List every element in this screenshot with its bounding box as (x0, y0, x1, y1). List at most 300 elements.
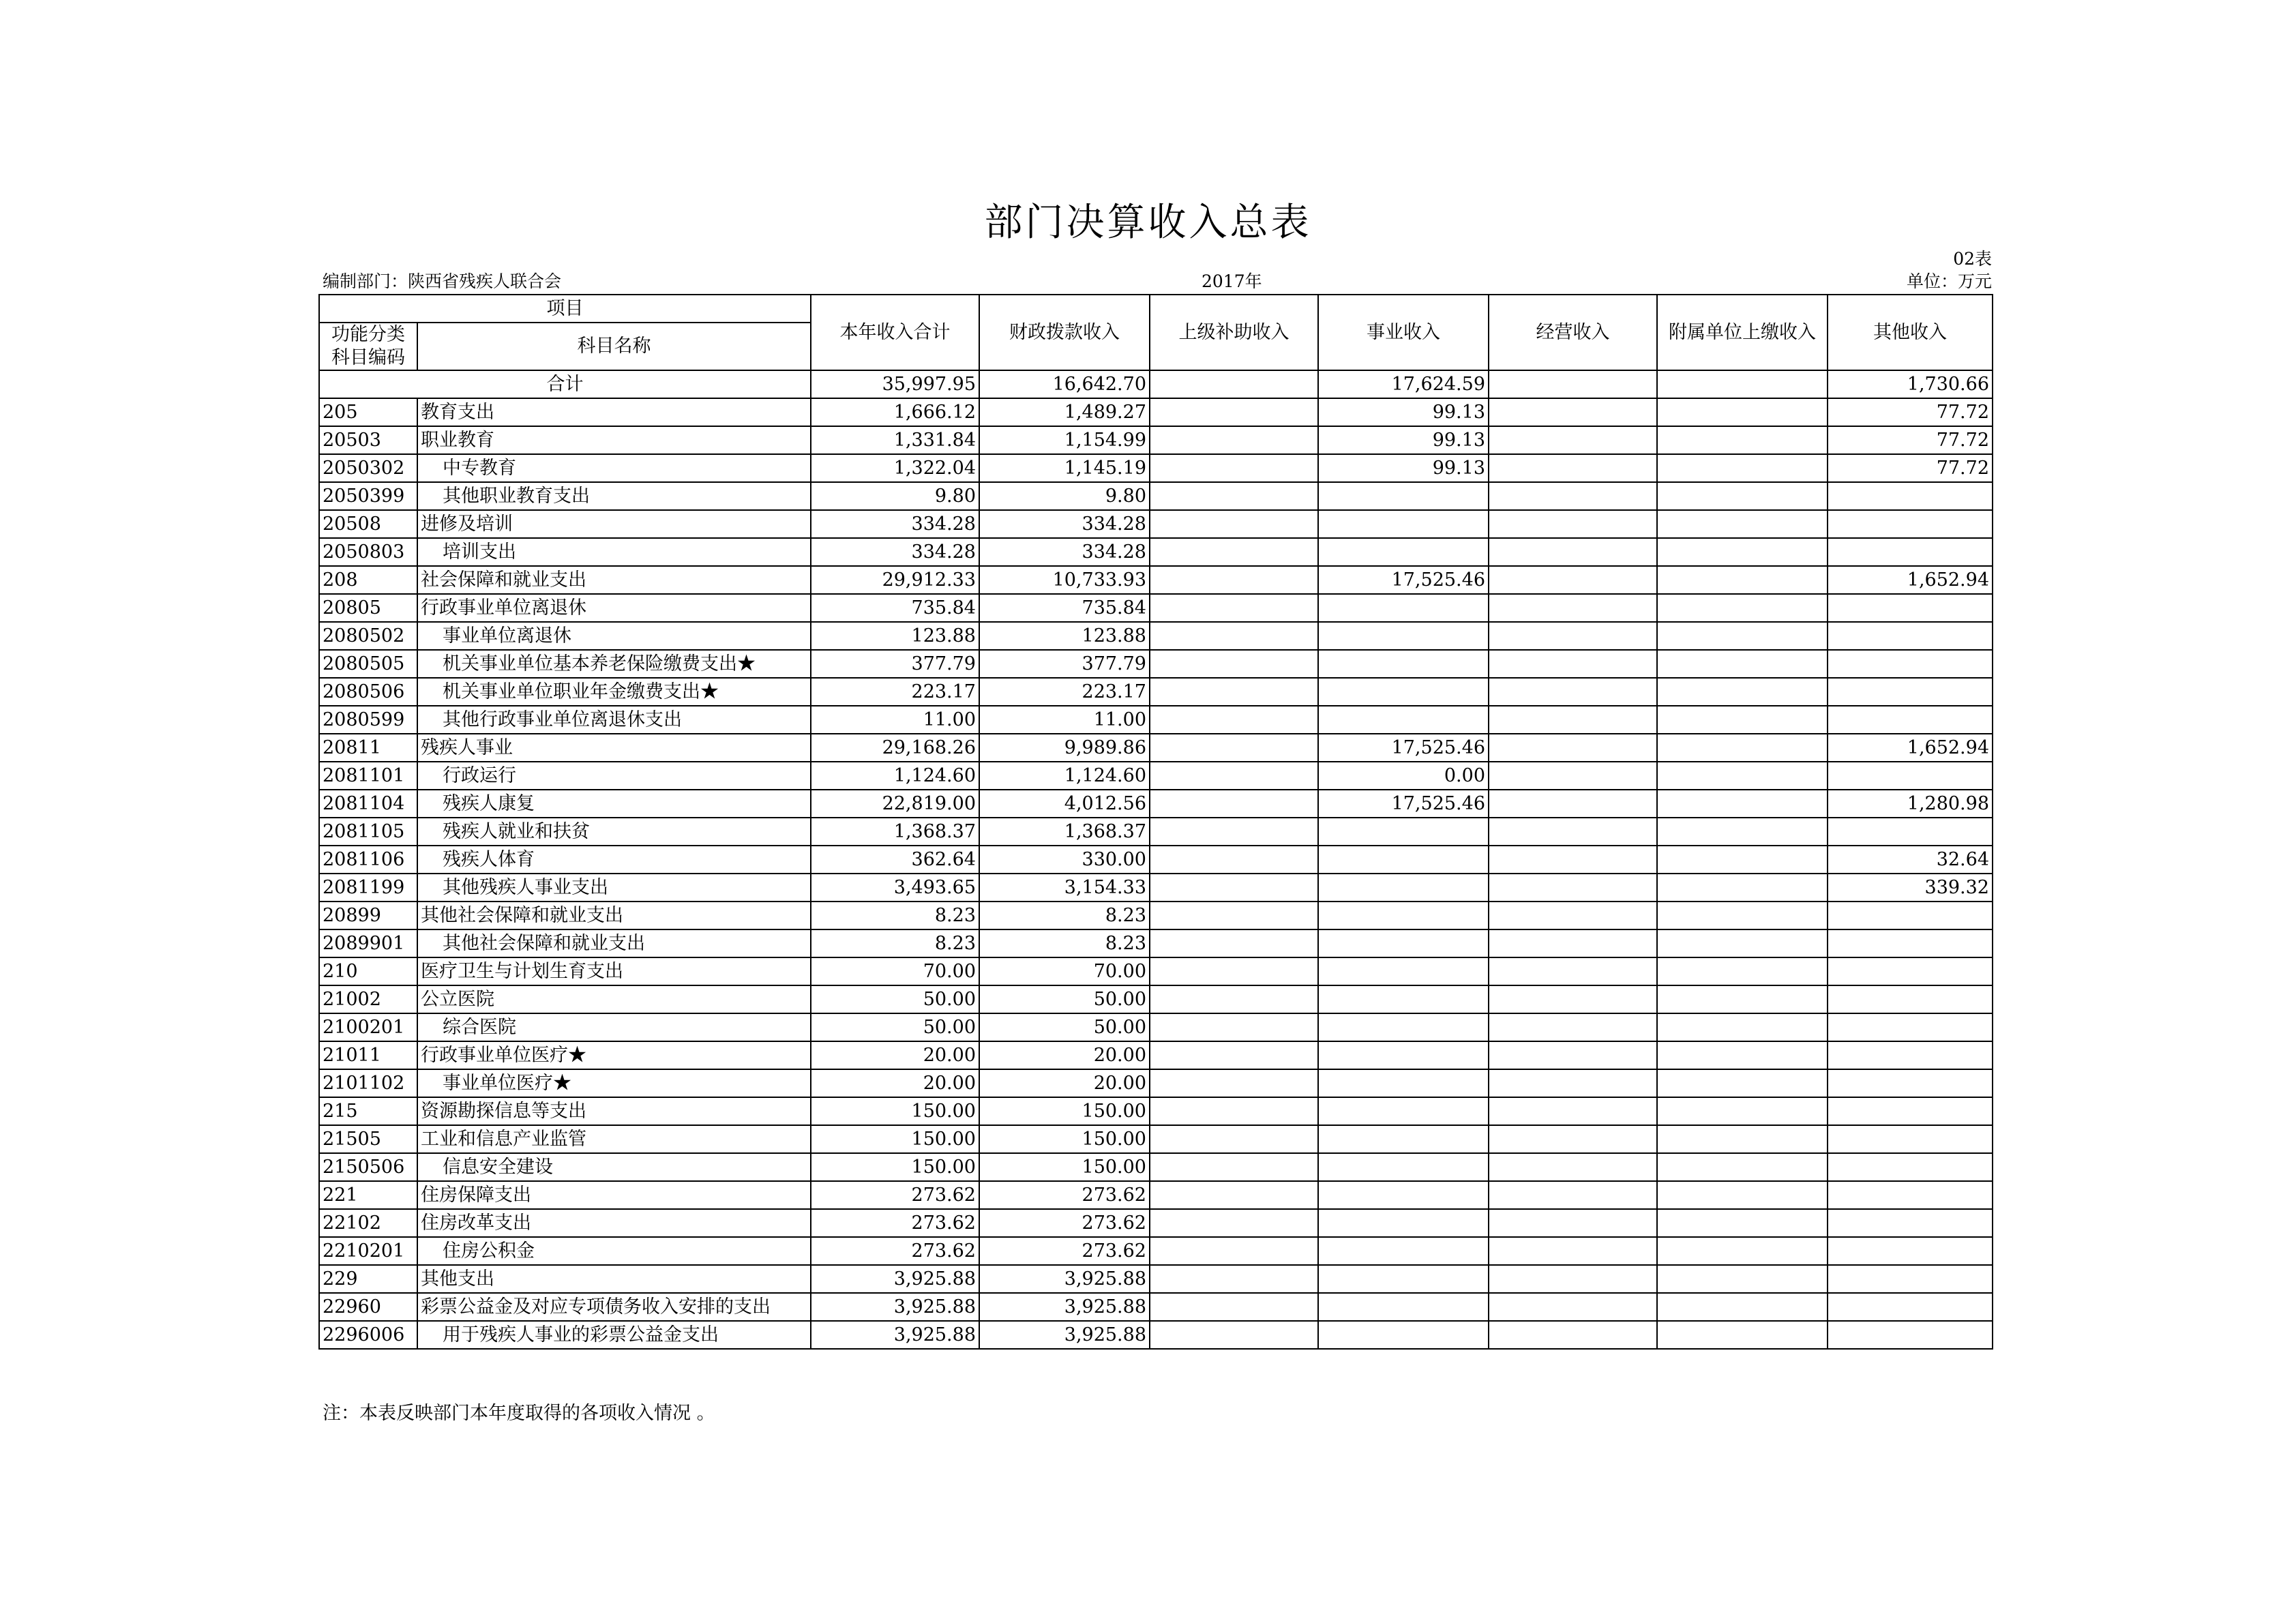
amount-cell: 123.88 (979, 622, 1150, 650)
amount-cell (1489, 957, 1657, 985)
header-function-code: 功能分类科目编码 (319, 323, 417, 370)
subject-code: 21011 (319, 1041, 417, 1069)
table-row (319, 1041, 1993, 1069)
amount-cell (1150, 1265, 1318, 1293)
amount-cell (1828, 706, 1993, 734)
amount-cell: 273.62 (979, 1209, 1150, 1237)
amount-cell (1657, 846, 1828, 874)
subject-name: 用于残疾人事业的彩票公益金支出 (417, 1321, 811, 1349)
amount-cell (1318, 1293, 1489, 1321)
amount-cell (1318, 1321, 1489, 1349)
amount-cell (1489, 874, 1657, 902)
table-row (319, 929, 1993, 957)
amount-cell (1657, 426, 1828, 454)
amount-cell (1489, 902, 1657, 929)
amount-cell (1657, 622, 1828, 650)
subject-name: 行政事业单位离退休 (417, 594, 811, 622)
amount-cell (1150, 622, 1318, 650)
amount-cell: 77.72 (1828, 426, 1993, 454)
subject-code: 2210201 (319, 1237, 417, 1265)
amount-cell (1828, 510, 1993, 538)
currency-unit: 单位：万元 (1906, 271, 1992, 291)
amount-cell (1318, 846, 1489, 874)
amount-cell: 377.79 (811, 650, 979, 678)
amount-cell: 273.62 (979, 1237, 1150, 1265)
amount-cell: 0.00 (1318, 762, 1489, 790)
total-value: 16,642.70 (979, 370, 1150, 398)
amount-cell: 1,368.37 (811, 818, 979, 846)
amount-cell: 32.64 (1828, 846, 1993, 874)
subject-code: 2081199 (319, 874, 417, 902)
table-row (319, 1321, 1993, 1349)
total-value (1489, 370, 1657, 398)
amount-cell: 1,331.84 (811, 426, 979, 454)
subject-name: 公立医院 (417, 985, 811, 1013)
header-col-operating-income: 经营收入 (1489, 295, 1657, 370)
header-project: 项目 (319, 295, 811, 323)
subject-name: 资源勘探信息等支出 (417, 1097, 811, 1125)
amount-cell: 11.00 (979, 706, 1150, 734)
amount-cell (1150, 566, 1318, 594)
subject-code: 2081101 (319, 762, 417, 790)
amount-cell: 70.00 (979, 957, 1150, 985)
amount-cell (1828, 594, 1993, 622)
income-summary-table (318, 294, 1993, 1350)
amount-cell: 3,925.88 (811, 1265, 979, 1293)
subject-name: 工业和信息产业监管 (417, 1125, 811, 1153)
amount-cell: 99.13 (1318, 454, 1489, 482)
subject-code: 20899 (319, 902, 417, 929)
amount-cell (1489, 1125, 1657, 1153)
subject-name: 其他行政事业单位离退休支出 (417, 706, 811, 734)
table-row (319, 957, 1993, 985)
amount-cell (1828, 678, 1993, 706)
amount-cell (1657, 510, 1828, 538)
header-col-other-income: 其他收入 (1828, 295, 1993, 370)
subject-name: 住房保障支出 (417, 1181, 811, 1209)
amount-cell (1828, 1265, 1993, 1293)
total-row (319, 370, 1993, 398)
amount-cell: 150.00 (979, 1125, 1150, 1153)
amount-cell: 17,525.46 (1318, 566, 1489, 594)
amount-cell (1318, 902, 1489, 929)
amount-cell (1318, 1181, 1489, 1209)
amount-cell: 1,666.12 (811, 398, 979, 426)
amount-cell: 99.13 (1318, 426, 1489, 454)
subject-name: 残疾人康复 (417, 790, 811, 818)
amount-cell (1828, 622, 1993, 650)
amount-cell: 11.00 (811, 706, 979, 734)
amount-cell: 339.32 (1828, 874, 1993, 902)
amount-cell (1489, 678, 1657, 706)
amount-cell: 223.17 (811, 678, 979, 706)
header-col-fiscal-appropriation: 财政拨款收入 (979, 295, 1150, 370)
subject-code: 2050399 (319, 482, 417, 510)
amount-cell (1318, 1153, 1489, 1181)
amount-cell: 150.00 (811, 1125, 979, 1153)
table-row (319, 1125, 1993, 1153)
amount-cell (1318, 510, 1489, 538)
table-row (319, 566, 1993, 594)
subject-name: 残疾人事业 (417, 734, 811, 762)
subject-name: 其他社会保障和就业支出 (417, 929, 811, 957)
amount-cell: 1,652.94 (1828, 566, 1993, 594)
amount-cell (1489, 650, 1657, 678)
amount-cell: 29,912.33 (811, 566, 979, 594)
amount-cell: 1,322.04 (811, 454, 979, 482)
amount-cell (1657, 566, 1828, 594)
total-value: 35,997.95 (811, 370, 979, 398)
amount-cell (1657, 1265, 1828, 1293)
amount-cell: 123.88 (811, 622, 979, 650)
amount-cell: 8.23 (979, 929, 1150, 957)
amount-cell (1828, 929, 1993, 957)
amount-cell (1150, 594, 1318, 622)
amount-cell (1150, 1069, 1318, 1097)
subject-name: 行政运行 (417, 762, 811, 790)
amount-cell: 3,493.65 (811, 874, 979, 902)
amount-cell (1657, 902, 1828, 929)
subject-code: 20811 (319, 734, 417, 762)
subject-code: 2081104 (319, 790, 417, 818)
amount-cell (1828, 1209, 1993, 1237)
table-row (319, 985, 1993, 1013)
subject-code: 21505 (319, 1125, 417, 1153)
amount-cell (1489, 1321, 1657, 1349)
amount-cell (1489, 818, 1657, 846)
subject-name: 其他职业教育支出 (417, 482, 811, 510)
amount-cell (1489, 929, 1657, 957)
amount-cell (1657, 985, 1828, 1013)
table-row (319, 1069, 1993, 1097)
amount-cell (1828, 650, 1993, 678)
amount-cell: 150.00 (811, 1097, 979, 1125)
amount-cell: 735.84 (979, 594, 1150, 622)
amount-cell (1150, 790, 1318, 818)
table-row (319, 650, 1993, 678)
amount-cell (1489, 762, 1657, 790)
amount-cell: 3,925.88 (979, 1293, 1150, 1321)
total-label: 合计 (319, 370, 811, 398)
amount-cell (1828, 1237, 1993, 1265)
amount-cell (1489, 1013, 1657, 1041)
amount-cell (1657, 538, 1828, 566)
report-year: 2017年 (1202, 271, 1262, 291)
amount-cell (1828, 1181, 1993, 1209)
amount-cell (1489, 426, 1657, 454)
subject-name: 社会保障和就业支出 (417, 566, 811, 594)
amount-cell (1150, 846, 1318, 874)
table-row (319, 482, 1993, 510)
amount-cell (1150, 1097, 1318, 1125)
amount-cell: 150.00 (979, 1097, 1150, 1125)
table-row (319, 1293, 1993, 1321)
amount-cell (1318, 1209, 1489, 1237)
amount-cell (1828, 1125, 1993, 1153)
total-value (1150, 370, 1318, 398)
amount-cell (1489, 1041, 1657, 1069)
amount-cell (1150, 650, 1318, 678)
amount-cell: 17,525.46 (1318, 734, 1489, 762)
amount-cell: 50.00 (979, 1013, 1150, 1041)
amount-cell (1828, 985, 1993, 1013)
table-row (319, 1237, 1993, 1265)
amount-cell: 1,368.37 (979, 818, 1150, 846)
page-title: 部门决算收入总表 (984, 200, 1312, 245)
subject-name: 残疾人体育 (417, 846, 811, 874)
amount-cell (1657, 1153, 1828, 1181)
subject-code: 20503 (319, 426, 417, 454)
amount-cell (1150, 538, 1318, 566)
amount-cell (1489, 398, 1657, 426)
subject-code: 2150506 (319, 1153, 417, 1181)
amount-cell (1318, 706, 1489, 734)
subject-name: 残疾人就业和扶贫 (417, 818, 811, 846)
amount-cell (1489, 790, 1657, 818)
amount-cell: 334.28 (811, 510, 979, 538)
amount-cell (1489, 734, 1657, 762)
subject-name: 进修及培训 (417, 510, 811, 538)
amount-cell (1657, 790, 1828, 818)
amount-cell: 273.62 (811, 1181, 979, 1209)
amount-cell (1489, 622, 1657, 650)
table-row (319, 1265, 1993, 1293)
subject-code: 2081105 (319, 818, 417, 846)
amount-cell (1489, 1097, 1657, 1125)
amount-cell (1489, 454, 1657, 482)
table-row (319, 874, 1993, 902)
amount-cell: 1,124.60 (979, 762, 1150, 790)
amount-cell: 17,525.46 (1318, 790, 1489, 818)
amount-cell: 330.00 (979, 846, 1150, 874)
amount-cell: 20.00 (811, 1041, 979, 1069)
amount-cell (1150, 1041, 1318, 1069)
amount-cell (1489, 1069, 1657, 1097)
amount-cell: 3,154.33 (979, 874, 1150, 902)
amount-cell (1489, 1209, 1657, 1237)
amount-cell: 3,925.88 (811, 1321, 979, 1349)
amount-cell (1828, 538, 1993, 566)
subject-code: 2296006 (319, 1321, 417, 1349)
amount-cell (1150, 482, 1318, 510)
amount-cell (1318, 1125, 1489, 1153)
table-row (319, 510, 1993, 538)
amount-cell (1150, 1321, 1318, 1349)
amount-cell (1657, 1097, 1828, 1125)
amount-cell (1657, 818, 1828, 846)
subject-code: 2101102 (319, 1069, 417, 1097)
amount-cell (1489, 594, 1657, 622)
amount-cell (1828, 1069, 1993, 1097)
subject-code: 2080506 (319, 678, 417, 706)
amount-cell: 9.80 (811, 482, 979, 510)
table-row (319, 538, 1993, 566)
amount-cell (1657, 1041, 1828, 1069)
subject-name: 住房公积金 (417, 1237, 811, 1265)
amount-cell (1318, 957, 1489, 985)
amount-cell (1150, 398, 1318, 426)
amount-cell (1657, 650, 1828, 678)
amount-cell: 20.00 (811, 1069, 979, 1097)
amount-cell (1657, 874, 1828, 902)
amount-cell (1150, 902, 1318, 929)
table-row (319, 1153, 1993, 1181)
amount-cell (1150, 929, 1318, 957)
subject-name: 事业单位医疗★ (417, 1069, 811, 1097)
subject-name: 机关事业单位基本养老保险缴费支出★ (417, 650, 811, 678)
subject-name: 教育支出 (417, 398, 811, 426)
header-col-affiliate-remittance: 附属单位上缴收入 (1657, 295, 1828, 370)
amount-cell (1318, 1069, 1489, 1097)
table-row (319, 762, 1993, 790)
amount-cell: 50.00 (979, 985, 1150, 1013)
amount-cell (1318, 985, 1489, 1013)
table-row (319, 706, 1993, 734)
compiling-department: 编制部门：陕西省残疾人联合会 (323, 271, 562, 291)
amount-cell (1489, 510, 1657, 538)
amount-cell: 1,489.27 (979, 398, 1150, 426)
table-row (319, 1181, 1993, 1209)
amount-cell (1489, 1265, 1657, 1293)
table-row (319, 1097, 1993, 1125)
amount-cell (1657, 1069, 1828, 1097)
amount-cell: 50.00 (811, 1013, 979, 1041)
subject-name: 彩票公益金及对应专项债务收入安排的支出 (417, 1293, 811, 1321)
amount-cell: 8.23 (811, 902, 979, 929)
amount-cell: 20.00 (979, 1041, 1150, 1069)
amount-cell (1489, 985, 1657, 1013)
amount-cell (1318, 874, 1489, 902)
amount-cell: 1,280.98 (1828, 790, 1993, 818)
subject-code: 205 (319, 398, 417, 426)
subject-name: 行政事业单位医疗★ (417, 1041, 811, 1069)
table-row (319, 1013, 1993, 1041)
amount-cell: 362.64 (811, 846, 979, 874)
subject-code: 22102 (319, 1209, 417, 1237)
subject-code: 2100201 (319, 1013, 417, 1041)
subject-name: 住房改革支出 (417, 1209, 811, 1237)
amount-cell: 29,168.26 (811, 734, 979, 762)
subject-code: 2080502 (319, 622, 417, 650)
amount-cell: 4,012.56 (979, 790, 1150, 818)
subject-code: 215 (319, 1097, 417, 1125)
table-row (319, 426, 1993, 454)
amount-cell (1318, 1097, 1489, 1125)
amount-cell: 273.62 (811, 1209, 979, 1237)
subject-code: 210 (319, 957, 417, 985)
amount-cell (1489, 706, 1657, 734)
amount-cell (1828, 1293, 1993, 1321)
amount-cell: 334.28 (979, 510, 1150, 538)
subject-name: 机关事业单位职业年金缴费支出★ (417, 678, 811, 706)
table-row (319, 594, 1993, 622)
amount-cell (1150, 1153, 1318, 1181)
subject-name: 信息安全建设 (417, 1153, 811, 1181)
amount-cell: 273.62 (811, 1237, 979, 1265)
amount-cell (1150, 957, 1318, 985)
amount-cell: 10,733.93 (979, 566, 1150, 594)
amount-cell: 8.23 (811, 929, 979, 957)
subject-code: 21002 (319, 985, 417, 1013)
total-value (1657, 370, 1828, 398)
amount-cell: 334.28 (979, 538, 1150, 566)
subject-code: 2050803 (319, 538, 417, 566)
subject-name: 职业教育 (417, 426, 811, 454)
amount-cell (1150, 1293, 1318, 1321)
amount-cell (1150, 818, 1318, 846)
subject-code: 2081106 (319, 846, 417, 874)
subject-code: 20508 (319, 510, 417, 538)
amount-cell: 70.00 (811, 957, 979, 985)
amount-cell (1318, 482, 1489, 510)
amount-cell (1318, 1237, 1489, 1265)
amount-cell (1828, 1097, 1993, 1125)
amount-cell (1318, 1041, 1489, 1069)
amount-cell (1489, 538, 1657, 566)
amount-cell (1318, 1265, 1489, 1293)
table-row (319, 678, 1993, 706)
amount-cell (1657, 1013, 1828, 1041)
amount-cell: 77.72 (1828, 398, 1993, 426)
amount-cell (1150, 762, 1318, 790)
amount-cell (1828, 1321, 1993, 1349)
table-row (319, 454, 1993, 482)
amount-cell (1150, 1013, 1318, 1041)
amount-cell (1489, 1153, 1657, 1181)
subject-code: 221 (319, 1181, 417, 1209)
header-col-business-income: 事业收入 (1318, 295, 1489, 370)
amount-cell (1489, 846, 1657, 874)
subject-code: 2089901 (319, 929, 417, 957)
amount-cell: 22,819.00 (811, 790, 979, 818)
subject-name: 医疗卫生与计划生育支出 (417, 957, 811, 985)
amount-cell (1150, 1237, 1318, 1265)
amount-cell (1657, 762, 1828, 790)
amount-cell (1657, 482, 1828, 510)
amount-cell: 3,925.88 (979, 1321, 1150, 1349)
amount-cell (1150, 426, 1318, 454)
amount-cell (1489, 1181, 1657, 1209)
amount-cell (1150, 678, 1318, 706)
amount-cell (1150, 1181, 1318, 1209)
amount-cell (1489, 1293, 1657, 1321)
amount-cell (1657, 1293, 1828, 1321)
amount-cell: 1,124.60 (811, 762, 979, 790)
subject-code: 22960 (319, 1293, 417, 1321)
amount-cell (1657, 1181, 1828, 1209)
header-col-total-income: 本年收入合计 (811, 295, 979, 370)
amount-cell (1318, 678, 1489, 706)
amount-cell: 334.28 (811, 538, 979, 566)
subject-code: 20805 (319, 594, 417, 622)
amount-cell: 99.13 (1318, 398, 1489, 426)
amount-cell (1828, 482, 1993, 510)
table-row (319, 902, 1993, 929)
table-row (319, 398, 1993, 426)
table-row (319, 790, 1993, 818)
amount-cell: 377.79 (979, 650, 1150, 678)
amount-cell (1150, 706, 1318, 734)
amount-cell (1318, 650, 1489, 678)
amount-cell (1657, 454, 1828, 482)
amount-cell: 223.17 (979, 678, 1150, 706)
subject-code: 208 (319, 566, 417, 594)
amount-cell (1150, 1125, 1318, 1153)
amount-cell (1150, 510, 1318, 538)
amount-cell (1318, 538, 1489, 566)
amount-cell (1150, 734, 1318, 762)
amount-cell (1657, 706, 1828, 734)
